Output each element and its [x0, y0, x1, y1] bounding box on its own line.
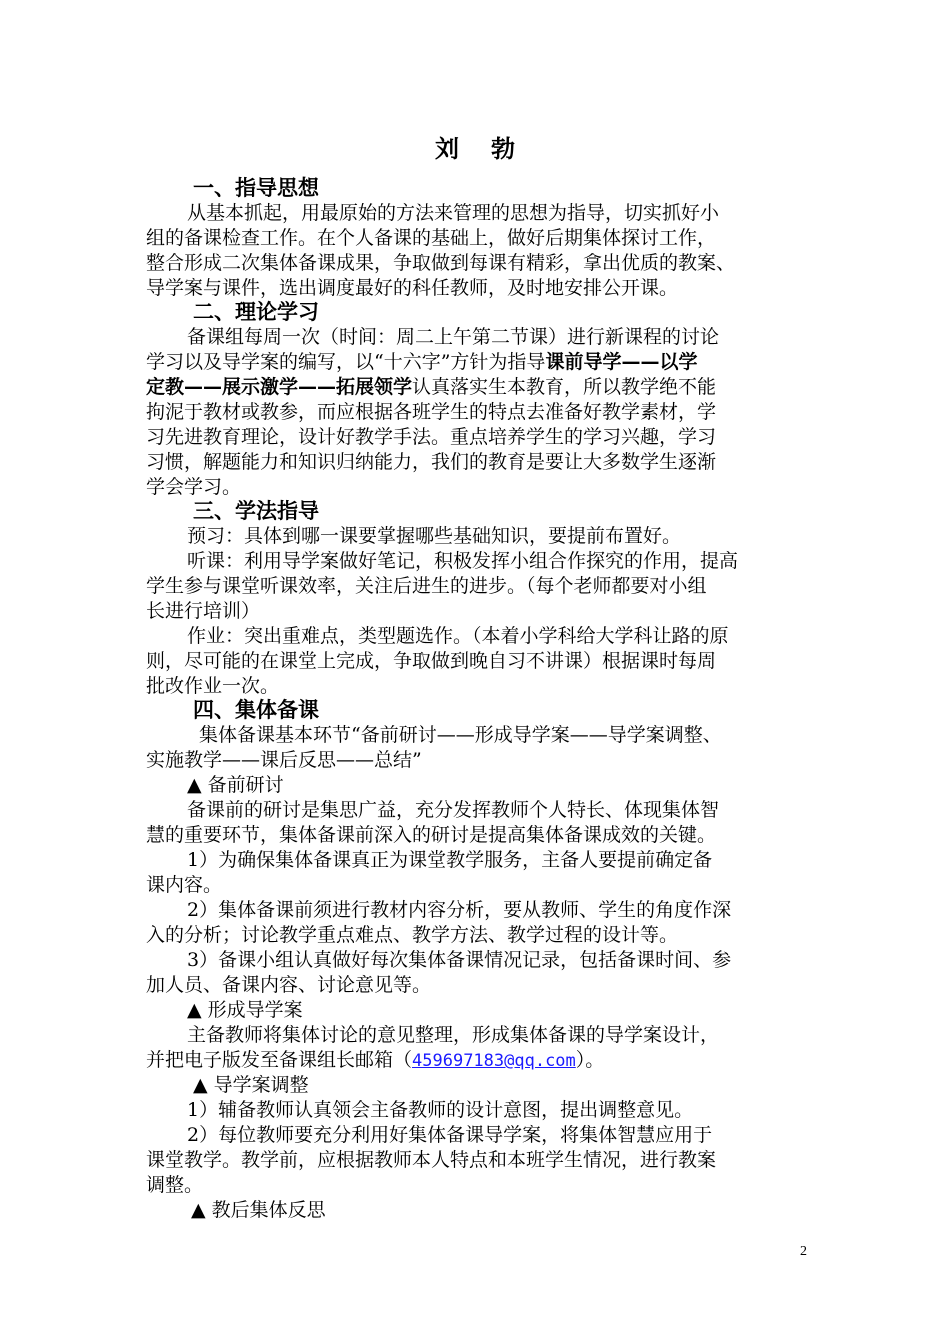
paragraph-line: 学生参与课堂听课效率，关注后进生的进步。（每个老师都要对小组	[146, 575, 707, 597]
paragraph-line: 导学案与课件，选出调度最好的科任教师，及时地安排公开课。	[146, 277, 679, 299]
subheading-guide-adjust: ▲ 导学案调整	[193, 1074, 309, 1096]
paragraph-line: 入的分析；讨论教学重点难点、教学方法、教学过程的设计等。	[146, 924, 679, 946]
paragraph-line	[146, 350, 697, 375]
list-item: 2）集体备课前须进行教材内容分析，要从教师、学生的角度作深	[187, 899, 732, 921]
bold-text-run: 课前导学——以学	[545, 351, 698, 373]
paragraph-line: 课内容。	[146, 874, 223, 896]
paragraph-line: 预习：具体到哪一课要掌握哪些基础知识，要提前布置好。	[187, 525, 682, 547]
text-run: 并把电子版发至备课组长邮箱（	[146, 1049, 413, 1071]
paragraph-line: 听课：利用导学案做好笔记，积极发挥小组合作探究的作用，提高	[187, 550, 739, 572]
paragraph-line: 实施教学——课后反思——总结”	[146, 749, 422, 771]
page-number: 2	[800, 1244, 807, 1259]
paragraph-line	[146, 1048, 604, 1074]
paragraph-line: 慧的重要环节，集体备课前深入的研讨是提高集体备课成效的关键。	[146, 824, 717, 846]
section-heading-collective-prep: 四、集体备课	[193, 698, 319, 722]
list-item: 1）为确保集体备课真正为课堂教学服务，主备人要提前确定备	[187, 849, 713, 871]
subheading-post-reflection: ▲ 教后集体反思	[191, 1199, 326, 1221]
section-heading-study-method: 三、学法指导	[193, 499, 319, 523]
list-item: 1）辅备教师认真领会主备教师的设计意图，提出调整意见。	[187, 1099, 694, 1121]
bold-text-run: 定教——展示激学——拓展领学	[146, 376, 413, 398]
paragraph-line: 作业：突出重难点，类型题选作。（本着小学科给大学科让路的原	[187, 625, 729, 647]
page-title: 刘勃	[435, 135, 547, 163]
list-item: 3）备课小组认真做好每次集体备课情况记录，包括备课时间、参	[187, 949, 732, 971]
text-run: ）。	[575, 1049, 605, 1071]
paragraph-line: 加人员、备课内容、讨论意见等。	[146, 974, 432, 996]
subheading-form-guide: ▲ 形成导学案	[187, 999, 303, 1021]
paragraph-line	[146, 375, 716, 400]
paragraph-line: 学会学习。	[146, 476, 242, 498]
paragraph-line: 组的备课检查工作。在个人备课的基础上，做好后期集体探讨工作，	[146, 227, 717, 249]
paragraph-line: 批改作业一次。	[146, 675, 280, 697]
paragraph-line: 习先进教育理论，设计好教学手法。重点培养学生的学习兴趣，学习	[146, 426, 717, 448]
paragraph-line: 备课前的研讨是集思广益，充分发挥教师个人特长、体现集体智	[187, 799, 720, 821]
paragraph-line: 调整。	[146, 1174, 204, 1196]
paragraph-line: 整合形成二次集体备课成果，争取做到每课有精彩，拿出优质的教案、	[146, 252, 736, 274]
text-run: 认真落实生本教育，所以教学绝不能	[412, 376, 717, 398]
paragraph-line: 备课组每周一次（时间：周二上午第二节课）进行新课程的讨论	[187, 326, 720, 348]
section-heading-guiding-thought: 一、指导思想	[193, 176, 319, 200]
paragraph-line: 拘泥于教材或教参，而应根据各班学生的特点去准备好教学素材，学	[146, 401, 717, 423]
text-run: 学习以及导学案的编写，以“十六字”方针为指导	[146, 351, 546, 373]
section-heading-theory-study: 二、理论学习	[193, 300, 319, 324]
paragraph-line: 从基本抓起，用最原始的方法来管理的思想为指导，切实抓好小	[187, 202, 720, 224]
paragraph-line: 习惯，解题能力和知识归纳能力，我们的教育是要让大多数学生逐渐	[146, 451, 717, 473]
paragraph-line: 集体备课基本环节“备前研讨——形成导学案——导学案调整、	[199, 724, 722, 746]
list-item: 2）每位教师要充分利用好集体备课导学案，将集体智慧应用于	[187, 1124, 713, 1146]
paragraph-line: 主备教师将集体讨论的意见整理，形成集体备课的导学案设计，	[187, 1024, 720, 1046]
email-link[interactable]: 459697183@qq.com	[412, 1051, 576, 1071]
paragraph-line: 课堂教学。教学前，应根据教师本人特点和本班学生情况，进行教案	[146, 1149, 717, 1171]
paragraph-line: 则，尽可能的在课堂上完成，争取做到晚自习不讲课）根据课时每周	[146, 650, 717, 672]
subheading-pre-discussion: ▲ 备前研讨	[187, 774, 284, 796]
paragraph-line: 长进行培训）	[146, 600, 261, 622]
